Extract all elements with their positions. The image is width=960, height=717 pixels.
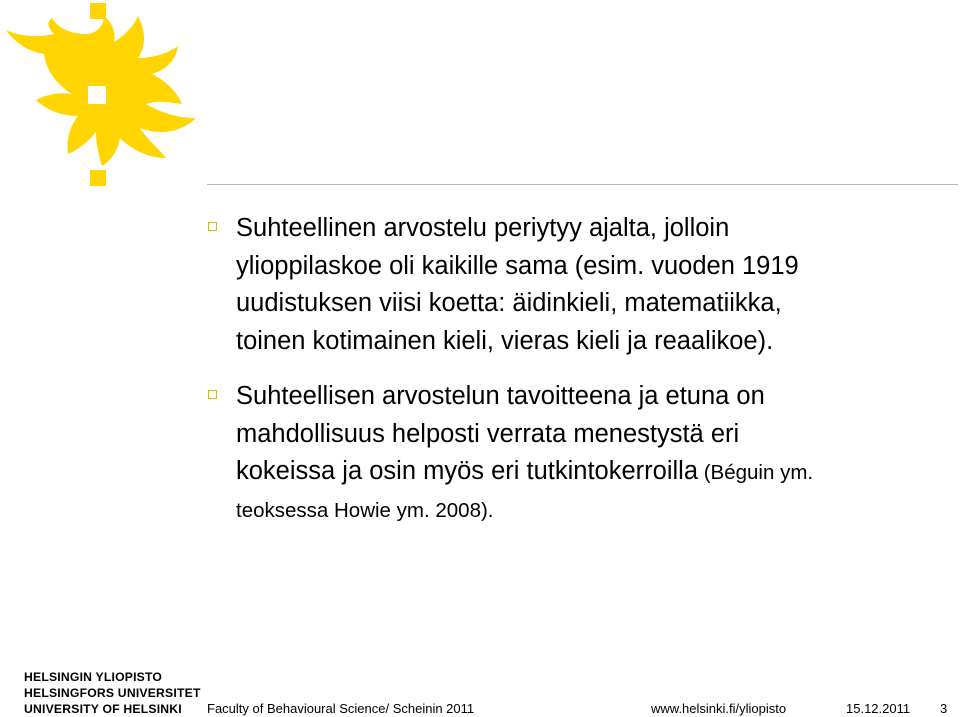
wordmark-line-sv: HELSINGFORS UNIVERSITET bbox=[24, 686, 201, 700]
bullet-line: mahdollisuus helposti verrata menestystä eri bbox=[236, 419, 740, 448]
bullet-line-text: kokeissa ja osin myös eri tutkintokerroilla bbox=[236, 457, 699, 485]
square-bullet-icon bbox=[208, 222, 217, 231]
university-wordmark bbox=[24, 669, 201, 717]
university-flame-logo bbox=[0, 0, 200, 195]
header-divider bbox=[207, 184, 958, 185]
bullet-line: Suhteellinen arvostelu periytyy ajalta, jolloin bbox=[236, 214, 730, 242]
bullet-line: toinen kotimainen kieli, vieras kieli ja reaalikoe). bbox=[236, 326, 774, 355]
citation-inline: (Béguin ym. bbox=[698, 461, 814, 484]
bullet-item bbox=[208, 378, 948, 529]
square-bullet-icon bbox=[208, 390, 217, 399]
bullet-line: uudistuksen viisi koetta: äidinkieli, matematiikka, bbox=[236, 289, 782, 317]
bullet-line bbox=[236, 453, 948, 492]
bullet-list bbox=[208, 210, 948, 547]
footer-page-number: 3 bbox=[940, 701, 948, 716]
footer-url: www.helsinki.fi/yliopisto bbox=[651, 701, 787, 716]
footer-faculty: Faculty of Behavioural Science/ Scheinin 2011 bbox=[207, 701, 475, 716]
bullet-line: ylioppilaskoe oli kaikille sama (esim. vuoden 1919 bbox=[236, 251, 799, 280]
bullet-line: Suhteellisen arvostelun tavoitteena ja etuna on bbox=[236, 382, 765, 410]
citation-line: teoksessa Howie ym. 2008). bbox=[236, 498, 494, 522]
wordmark-line-fi: HELSINGIN YLIOPISTO bbox=[24, 670, 163, 684]
footer-date: 15.12.2011 bbox=[846, 701, 911, 716]
wordmark-line-en: UNIVERSITY OF HELSINKI bbox=[24, 702, 182, 716]
bullet-item bbox=[208, 210, 948, 360]
